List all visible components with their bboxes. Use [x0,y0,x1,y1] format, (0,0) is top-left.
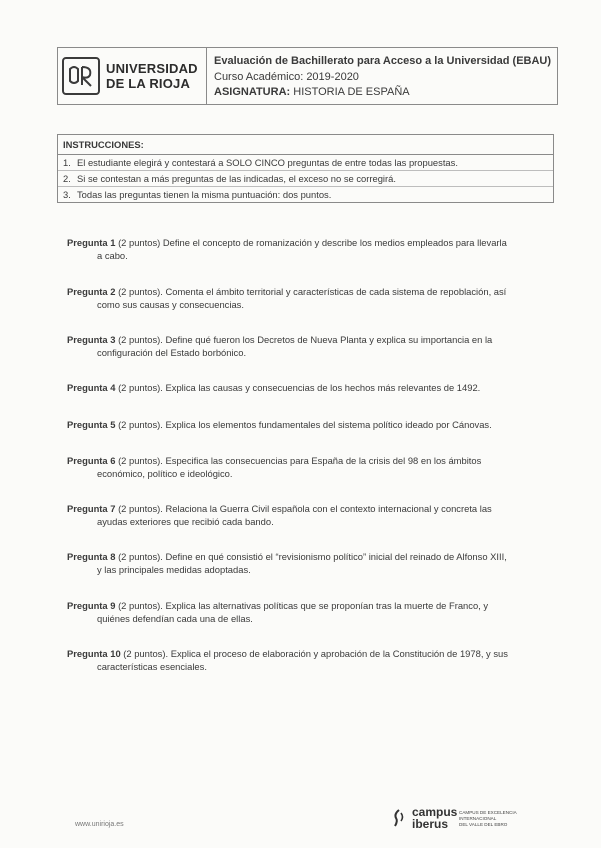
academic-year: Curso Académico: 2019-2020 [214,70,359,83]
question-points: (2 puntos). [123,648,169,659]
subject-line [214,85,551,101]
question-4 [67,381,535,394]
question-text: Define el concepto de romanización y describe los medios empleados para llevarla [162,237,507,248]
question-text: Explica el proceso de elaboración y aprobación de la Constitución de 1978, y sus [170,648,508,659]
question-6 [67,454,535,480]
question-points: (2 puntos). [118,551,163,562]
question-9 [67,599,535,625]
question-5 [67,418,535,431]
question-label: Pregunta 5 [67,419,116,430]
question-7 [67,502,535,528]
campus-iberus-icon [392,809,406,827]
question-label: Pregunta 8 [67,551,116,562]
question-points: (2 puntos). [118,503,163,514]
question-label: Pregunta 9 [67,600,116,611]
question-text-continued: a cabo. [97,250,128,261]
question-label: Pregunta 6 [67,455,116,466]
header-info [207,48,551,104]
question-text: Explica las alternativas políticas que se proponían tras la muerte de Franco, y [165,600,489,611]
instruction-number: 3. [63,189,71,200]
instruction-text: El estudiante elegirá y contestará a SOLO CINCO preguntas de entre todas las propuestas. [77,157,458,168]
question-label: Pregunta 1 [67,237,116,248]
university-name-line2: DE LA RIOJA [106,76,191,91]
instructions-title: INSTRUCCIONES: [58,135,553,155]
question-text-continued: características esenciales. [97,661,207,672]
question-text-continued: quiénes defendían cada una de ellas. [97,613,253,624]
subject-label: ASIGNATURA: [214,86,291,98]
question-text: Explica los elementos fundamentales del sistema político ideado por Cánovas. [165,419,492,430]
question-label: Pregunta 7 [67,503,116,514]
campus-tagline-line3: DEL VALLE DEL EBRO [459,822,508,828]
instruction-item [58,187,553,202]
instruction-item [58,171,553,187]
question-3 [67,333,535,359]
instruction-text: Si se contestan a más preguntas de las indicadas, el exceso no se corregirá. [77,173,396,184]
question-text-continued: y las principales medidas adoptadas. [97,564,251,575]
university-logo [58,48,206,104]
university-name-line1: UNIVERSIDAD [106,61,198,76]
question-text: Comenta el ámbito territorial y características de cada sistema de repoblación, así [165,286,507,297]
question-text: Define en qué consistió el “revisionismo político” inicial del reinado de Alfonso XIII, [165,551,507,562]
instruction-item [58,155,553,171]
question-points: (2 puntos). [118,455,163,466]
instruction-number: 2. [63,173,71,184]
question-points: (2 puntos). [118,600,163,611]
university-emblem-icon [62,57,100,95]
campus-tagline [459,810,539,829]
footer-url: www.unirioja.es [75,821,124,828]
question-points: (2 puntos). [118,286,163,297]
campus-tagline-line1: CAMPUS DE EXCELENCIA [459,810,517,815]
university-name [106,61,198,91]
question-text-continued: configuración del Estado borbónico. [97,347,247,358]
question-points: (2 puntos) [118,237,161,248]
instructions-box [57,134,554,203]
question-points: (2 puntos). [118,334,163,345]
question-label: Pregunta 10 [67,648,121,659]
campus-iberus-logo [392,806,457,830]
campus-name-line1: campus [412,805,458,819]
question-label: Pregunta 2 [67,286,116,297]
campus-name [412,806,457,830]
campus-name-line2: iberus [412,817,449,831]
question-text-continued: económico, político e ideológico. [97,468,233,479]
question-text: Explica las causas y consecuencias de los hechos más relevantes de 1492. [165,382,481,393]
question-text: Define qué fueron los Decretos de Nueva Planta y explica su importancia en la [165,334,493,345]
question-label: Pregunta 4 [67,382,116,393]
question-1 [67,236,535,262]
question-points: (2 puntos). [118,419,163,430]
question-text: Relaciona la Guerra Civil española con el contexto internacional y concreta las [165,503,492,514]
subject-value: HISTORIA DE ESPAÑA [293,86,410,98]
instruction-text: Todas las preguntas tienen la misma puntuación: dos puntos. [77,189,332,200]
instruction-number: 1. [63,157,71,168]
question-text-continued: como sus causas y consecuencias. [97,299,244,310]
question-2 [67,285,535,311]
question-points: (2 puntos). [118,382,163,393]
question-10 [67,647,535,673]
question-text: Especifica las consecuencias para España de la crisis del 98 en los ámbitos [165,455,482,466]
exam-title: Evaluación de Bachillerato para Acceso a la Universidad (EBAU) [214,55,552,67]
exam-header [57,47,558,105]
question-text-continued: ayudas exteriores que recibió cada bando. [97,516,274,527]
campus-tagline-line2: INTERNACIONAL [459,816,497,822]
question-label: Pregunta 3 [67,334,116,345]
question-8 [67,550,535,576]
